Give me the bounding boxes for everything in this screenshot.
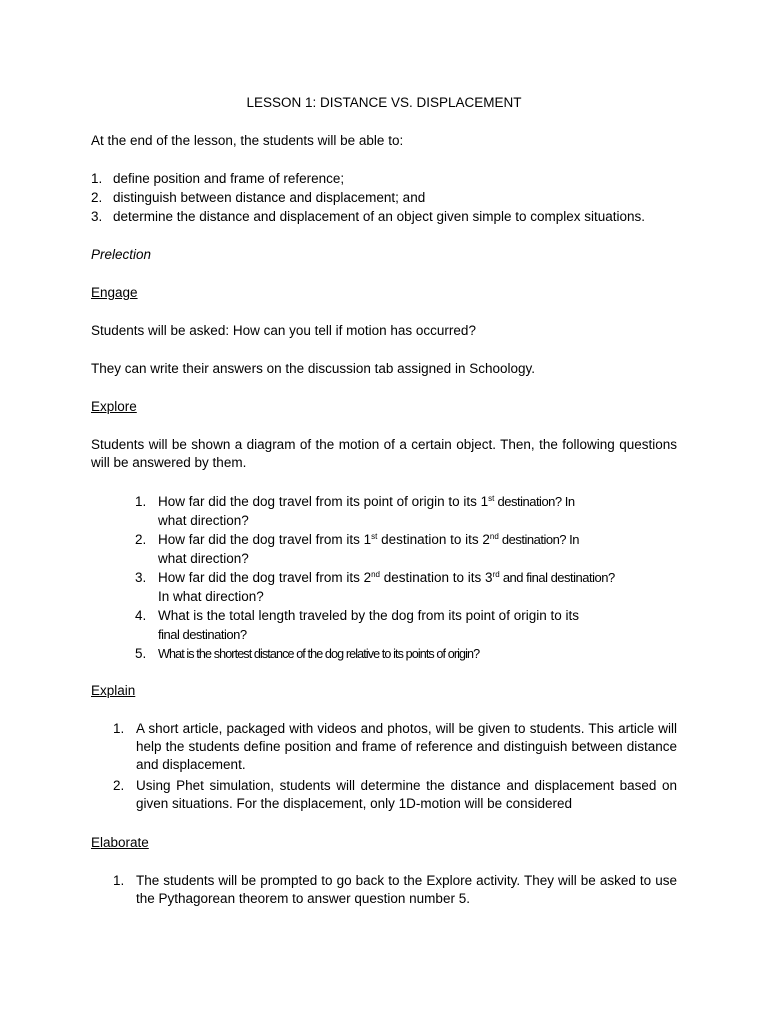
elaborate-heading: Elaborate xyxy=(91,835,149,850)
engage-heading: Engage xyxy=(91,285,138,300)
objective-number: 3. xyxy=(91,209,103,224)
question-text-continued: final destination? xyxy=(158,627,247,642)
question-text-continued: In what direction? xyxy=(158,589,264,604)
question-text: How far did the dog travel from its 1st destination to its 2nd destination? In xyxy=(158,532,579,547)
question-text-continued: what direction? xyxy=(158,551,249,566)
question-number: 1. xyxy=(135,494,147,509)
prelection-label: Prelection xyxy=(91,247,152,262)
objectives-intro: At the end of the lesson, the students will be able to: xyxy=(91,133,404,148)
question-number: 3. xyxy=(135,570,147,585)
question-number: 5. xyxy=(135,646,147,661)
explain-text: Using Phet simulation, students will determine the distance and displacement based on given situations. For the displacement, only 1D-motion will be considered xyxy=(136,778,677,811)
question-text: What is the total length traveled by the dog from its point of origin to its xyxy=(158,608,579,623)
question-text-continued: what direction? xyxy=(158,513,249,528)
question-number: 4. xyxy=(135,608,147,623)
explain-number: 1. xyxy=(113,721,125,736)
explore-heading: Explore xyxy=(91,399,137,414)
engage-instructions: They can write their answers on the discussion tab assigned in Schoology. xyxy=(91,361,535,376)
objective-text: determine the distance and displacement of an object given simple to complex situations. xyxy=(113,209,646,224)
objective-number: 2. xyxy=(91,190,103,205)
lesson-title: LESSON 1: DISTANCE VS. DISPLACEMENT xyxy=(246,95,522,110)
question-text: How far did the dog travel from its point of origin to its 1st destination? In xyxy=(158,494,575,509)
elaborate-text: The students will be prompted to go back to the Explore activity. They will be asked to use the Pythagorean theorem to answer question number 5. xyxy=(136,873,677,906)
objective-text: distinguish between distance and displacement; and xyxy=(113,190,426,205)
explain-text: A short article, packaged with videos and photos, will be given to students. This article will help the students define position and frame of reference and distinguish between distance and displacement. xyxy=(136,721,677,772)
question-number: 2. xyxy=(135,532,147,547)
objective-text: define position and frame of reference; xyxy=(113,171,345,186)
engage-question: Students will be asked: How can you tell if motion has occurred? xyxy=(91,323,476,338)
question-text: How far did the dog travel from its 2nd destination to its 3rd and final destination? xyxy=(158,570,615,585)
objective-number: 1. xyxy=(91,171,103,186)
explain-number: 2. xyxy=(113,778,125,793)
elaborate-number: 1. xyxy=(113,873,125,888)
explain-heading: Explain xyxy=(91,683,136,698)
question-text: What is the shortest distance of the dog relative to its points of origin? xyxy=(158,647,480,661)
explore-intro: Students will be shown a diagram of the motion of a certain object. Then, the following questions will be answered by them. xyxy=(91,437,677,470)
